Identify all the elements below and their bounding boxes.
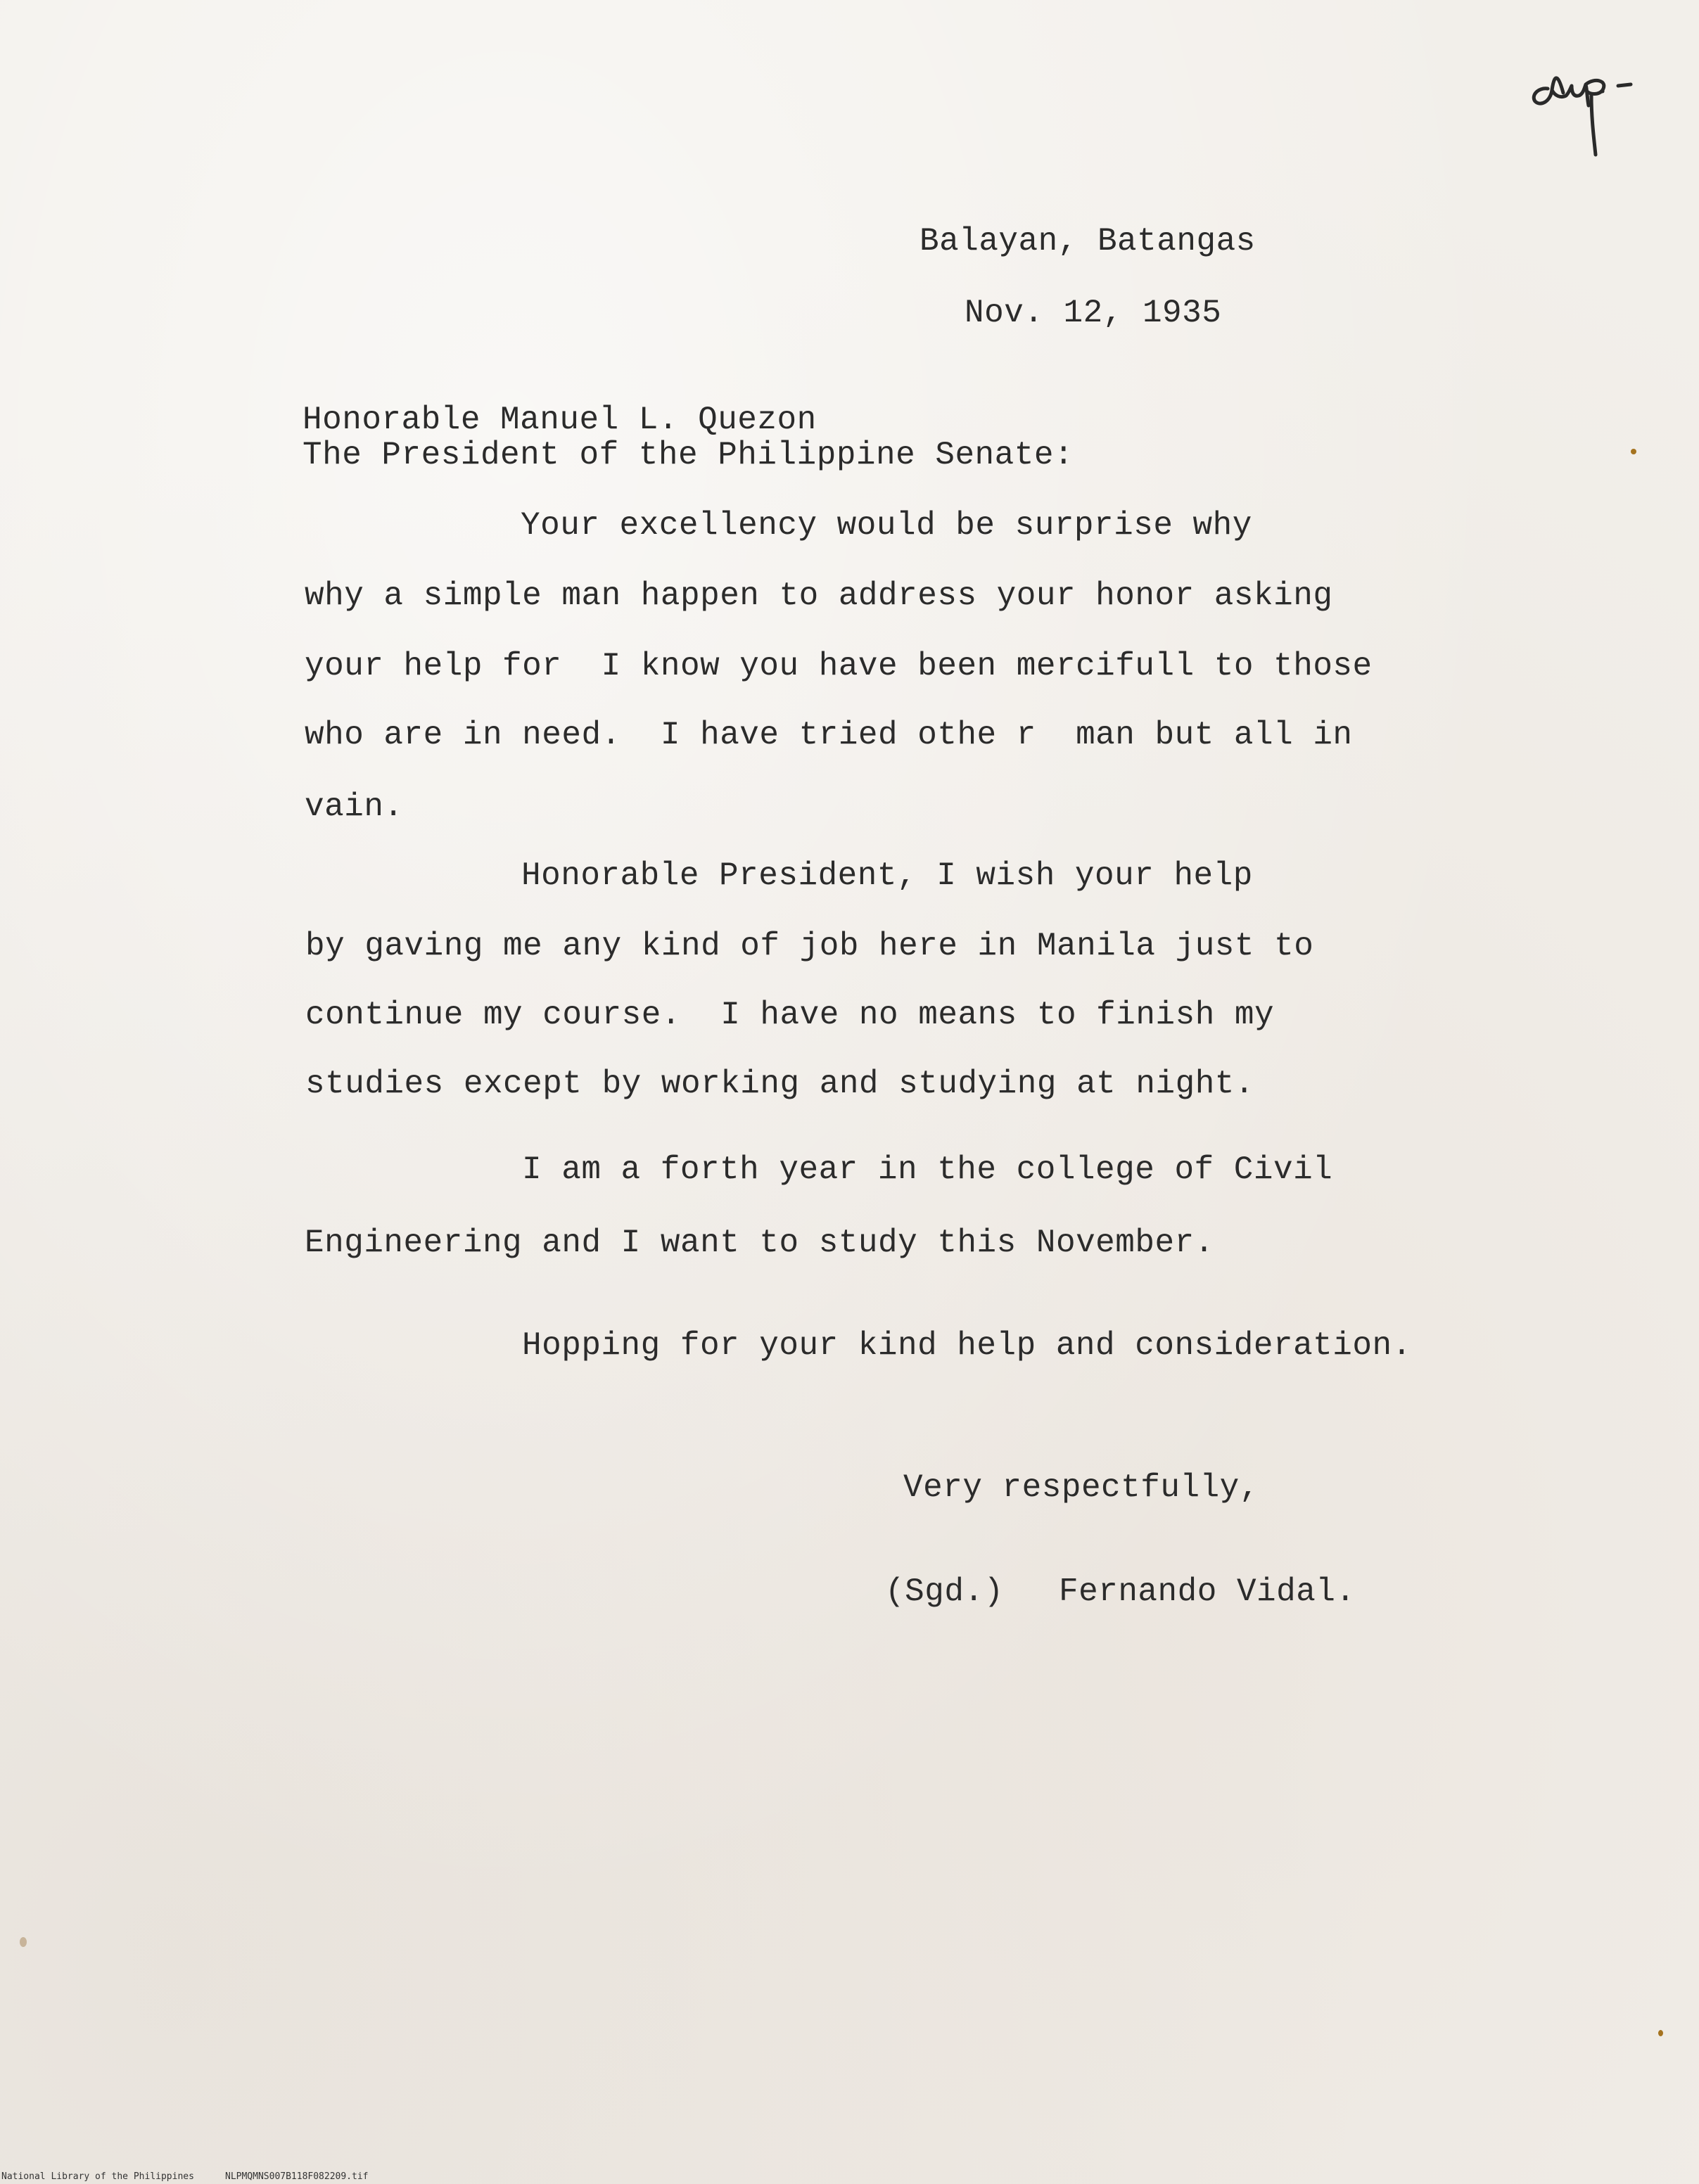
body-line: Honorable President, I wish your help: [521, 857, 1253, 894]
recipient-title: The President of the Philippine Senate:: [303, 437, 1074, 473]
body-line: studies except by working and studying at night.: [305, 1066, 1255, 1102]
recipient-name: Honorable Manuel L. Quezon: [303, 402, 817, 438]
body-line: Your excellency would be surprise why: [521, 507, 1252, 544]
paper-speck: [20, 1937, 27, 1947]
scan-footer-institution: National Library of the Philippines: [1, 2171, 194, 2182]
signed-prefix: (Sgd.): [885, 1573, 1004, 1610]
body-line: your help for I know you have been mercifull to those: [305, 648, 1373, 684]
body-line: vain.: [305, 788, 404, 825]
place-line: Balayan, Batangas: [920, 223, 1256, 260]
body-line: continue my course. I have no means to finish my: [305, 997, 1275, 1033]
body-line: Hopping for your kind help and consideration.: [522, 1327, 1412, 1364]
body-line: who are in need. I have tried othe r man but all in: [305, 717, 1353, 753]
body-line: why a simple man happen to address your honor asking: [305, 577, 1333, 614]
date-line: Nov. 12, 1935: [965, 295, 1222, 331]
complimentary-close: Very respectfully,: [903, 1469, 1259, 1506]
paper-speck: [1658, 2030, 1663, 2036]
body-line: Engineering and I want to study this November.: [305, 1225, 1214, 1261]
signer-name: Fernando Vidal.: [1059, 1573, 1356, 1610]
handwritten-annotation: [1527, 49, 1653, 162]
scan-footer-file-id: NLPMQMNS007B118F082209.tif: [225, 2171, 369, 2182]
paper-speck: [1631, 449, 1636, 454]
body-line: by gaving me any kind of job here in Manila just to: [305, 928, 1314, 964]
body-line: I am a forth year in the college of Civil: [522, 1151, 1333, 1188]
